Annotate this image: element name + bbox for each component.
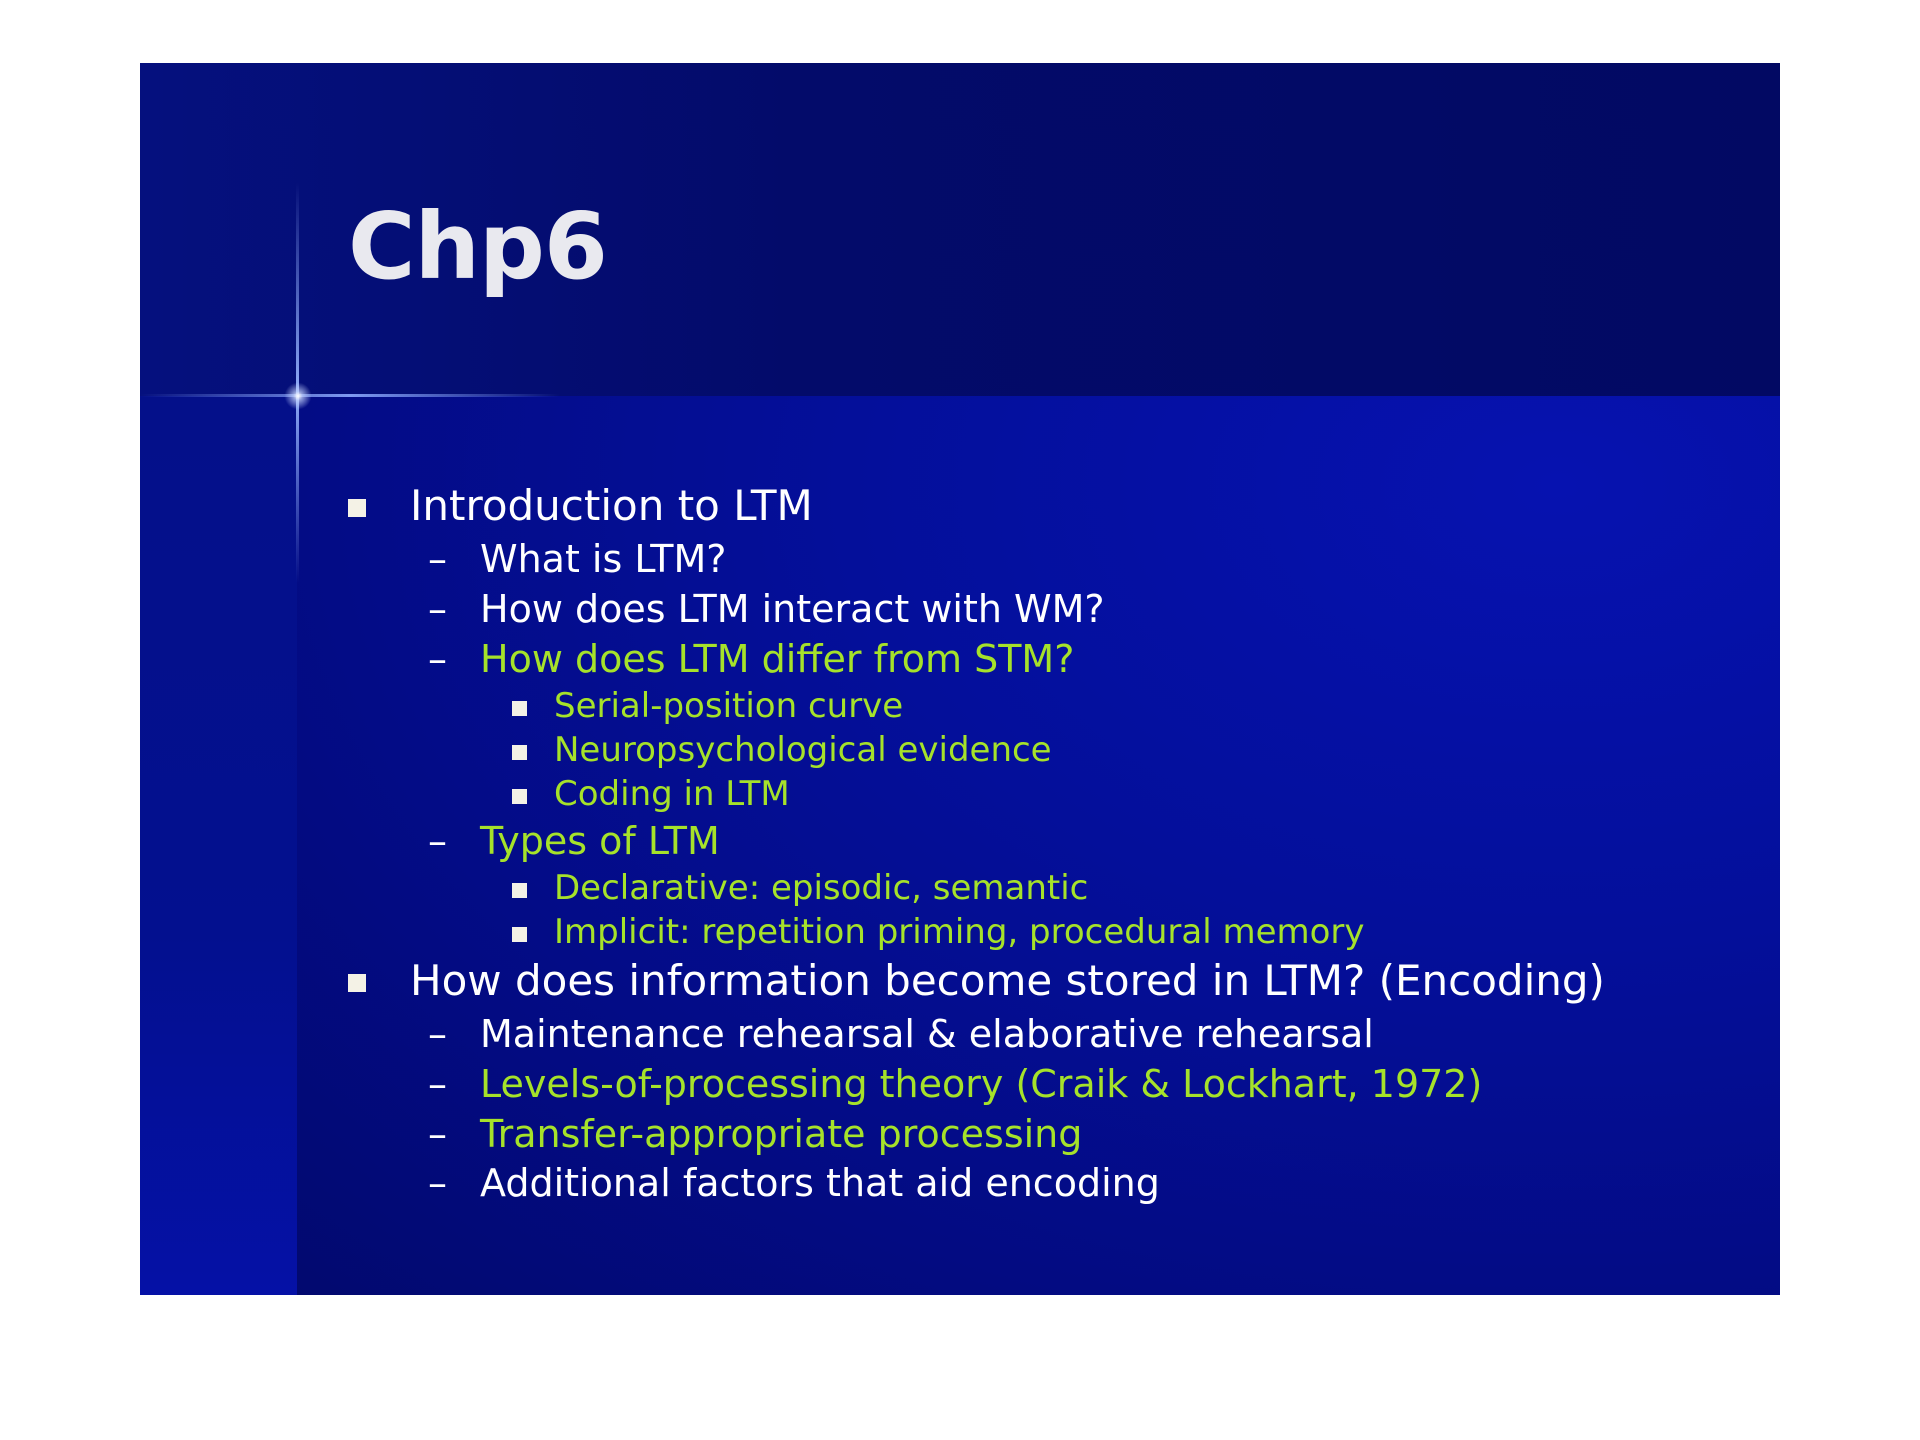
sub-bullet-text: How does LTM interact with WM?	[480, 587, 1105, 631]
square-bullet-icon	[348, 974, 366, 992]
slide-title: Chp6	[348, 193, 607, 300]
dash-marker: –	[428, 1062, 447, 1106]
slide	[140, 63, 1780, 1295]
square-bullet-icon	[512, 745, 527, 760]
sub-sub-bullet-text: Implicit: repetition priming, procedural memory	[554, 912, 1365, 952]
dash-marker: –	[428, 1012, 447, 1056]
square-bullet-icon	[512, 927, 527, 942]
dash-marker: –	[428, 1112, 447, 1156]
sub-bullet-text: Transfer-appropriate processing	[480, 1112, 1083, 1156]
sub-bullet-text: Additional factors that aid encoding	[480, 1161, 1160, 1205]
dash-marker: –	[428, 1161, 447, 1205]
bullet-text: Introduction to LTM	[410, 481, 813, 530]
sub-sub-bullet-text: Neuropsychological evidence	[554, 730, 1052, 770]
bullet-text: How does information become stored in LTM? (Encoding)	[410, 956, 1605, 1005]
dash-marker: –	[428, 587, 447, 631]
dash-marker: –	[428, 637, 447, 681]
sub-sub-bullet-text: Serial-position curve	[554, 686, 904, 726]
sub-bullet-text: Levels-of-processing theory (Craik & Lockhart, 1972)	[480, 1062, 1483, 1106]
sub-bullet-text: Types of LTM	[480, 819, 720, 863]
sub-bullet-text: What is LTM?	[480, 537, 727, 581]
square-bullet-icon	[512, 789, 527, 804]
sub-bullet-text: Maintenance rehearsal & elaborative rehearsal	[480, 1012, 1374, 1056]
bullet-list	[140, 63, 1780, 1295]
square-bullet-icon	[512, 701, 527, 716]
sub-sub-bullet-text: Declarative: episodic, semantic	[554, 868, 1089, 908]
square-bullet-icon	[512, 883, 527, 898]
sub-bullet-text: How does LTM differ from STM?	[480, 637, 1075, 681]
dash-marker: –	[428, 819, 447, 863]
sub-sub-bullet-text: Coding in LTM	[554, 774, 790, 814]
square-bullet-icon	[348, 499, 366, 517]
dash-marker: –	[428, 537, 447, 581]
